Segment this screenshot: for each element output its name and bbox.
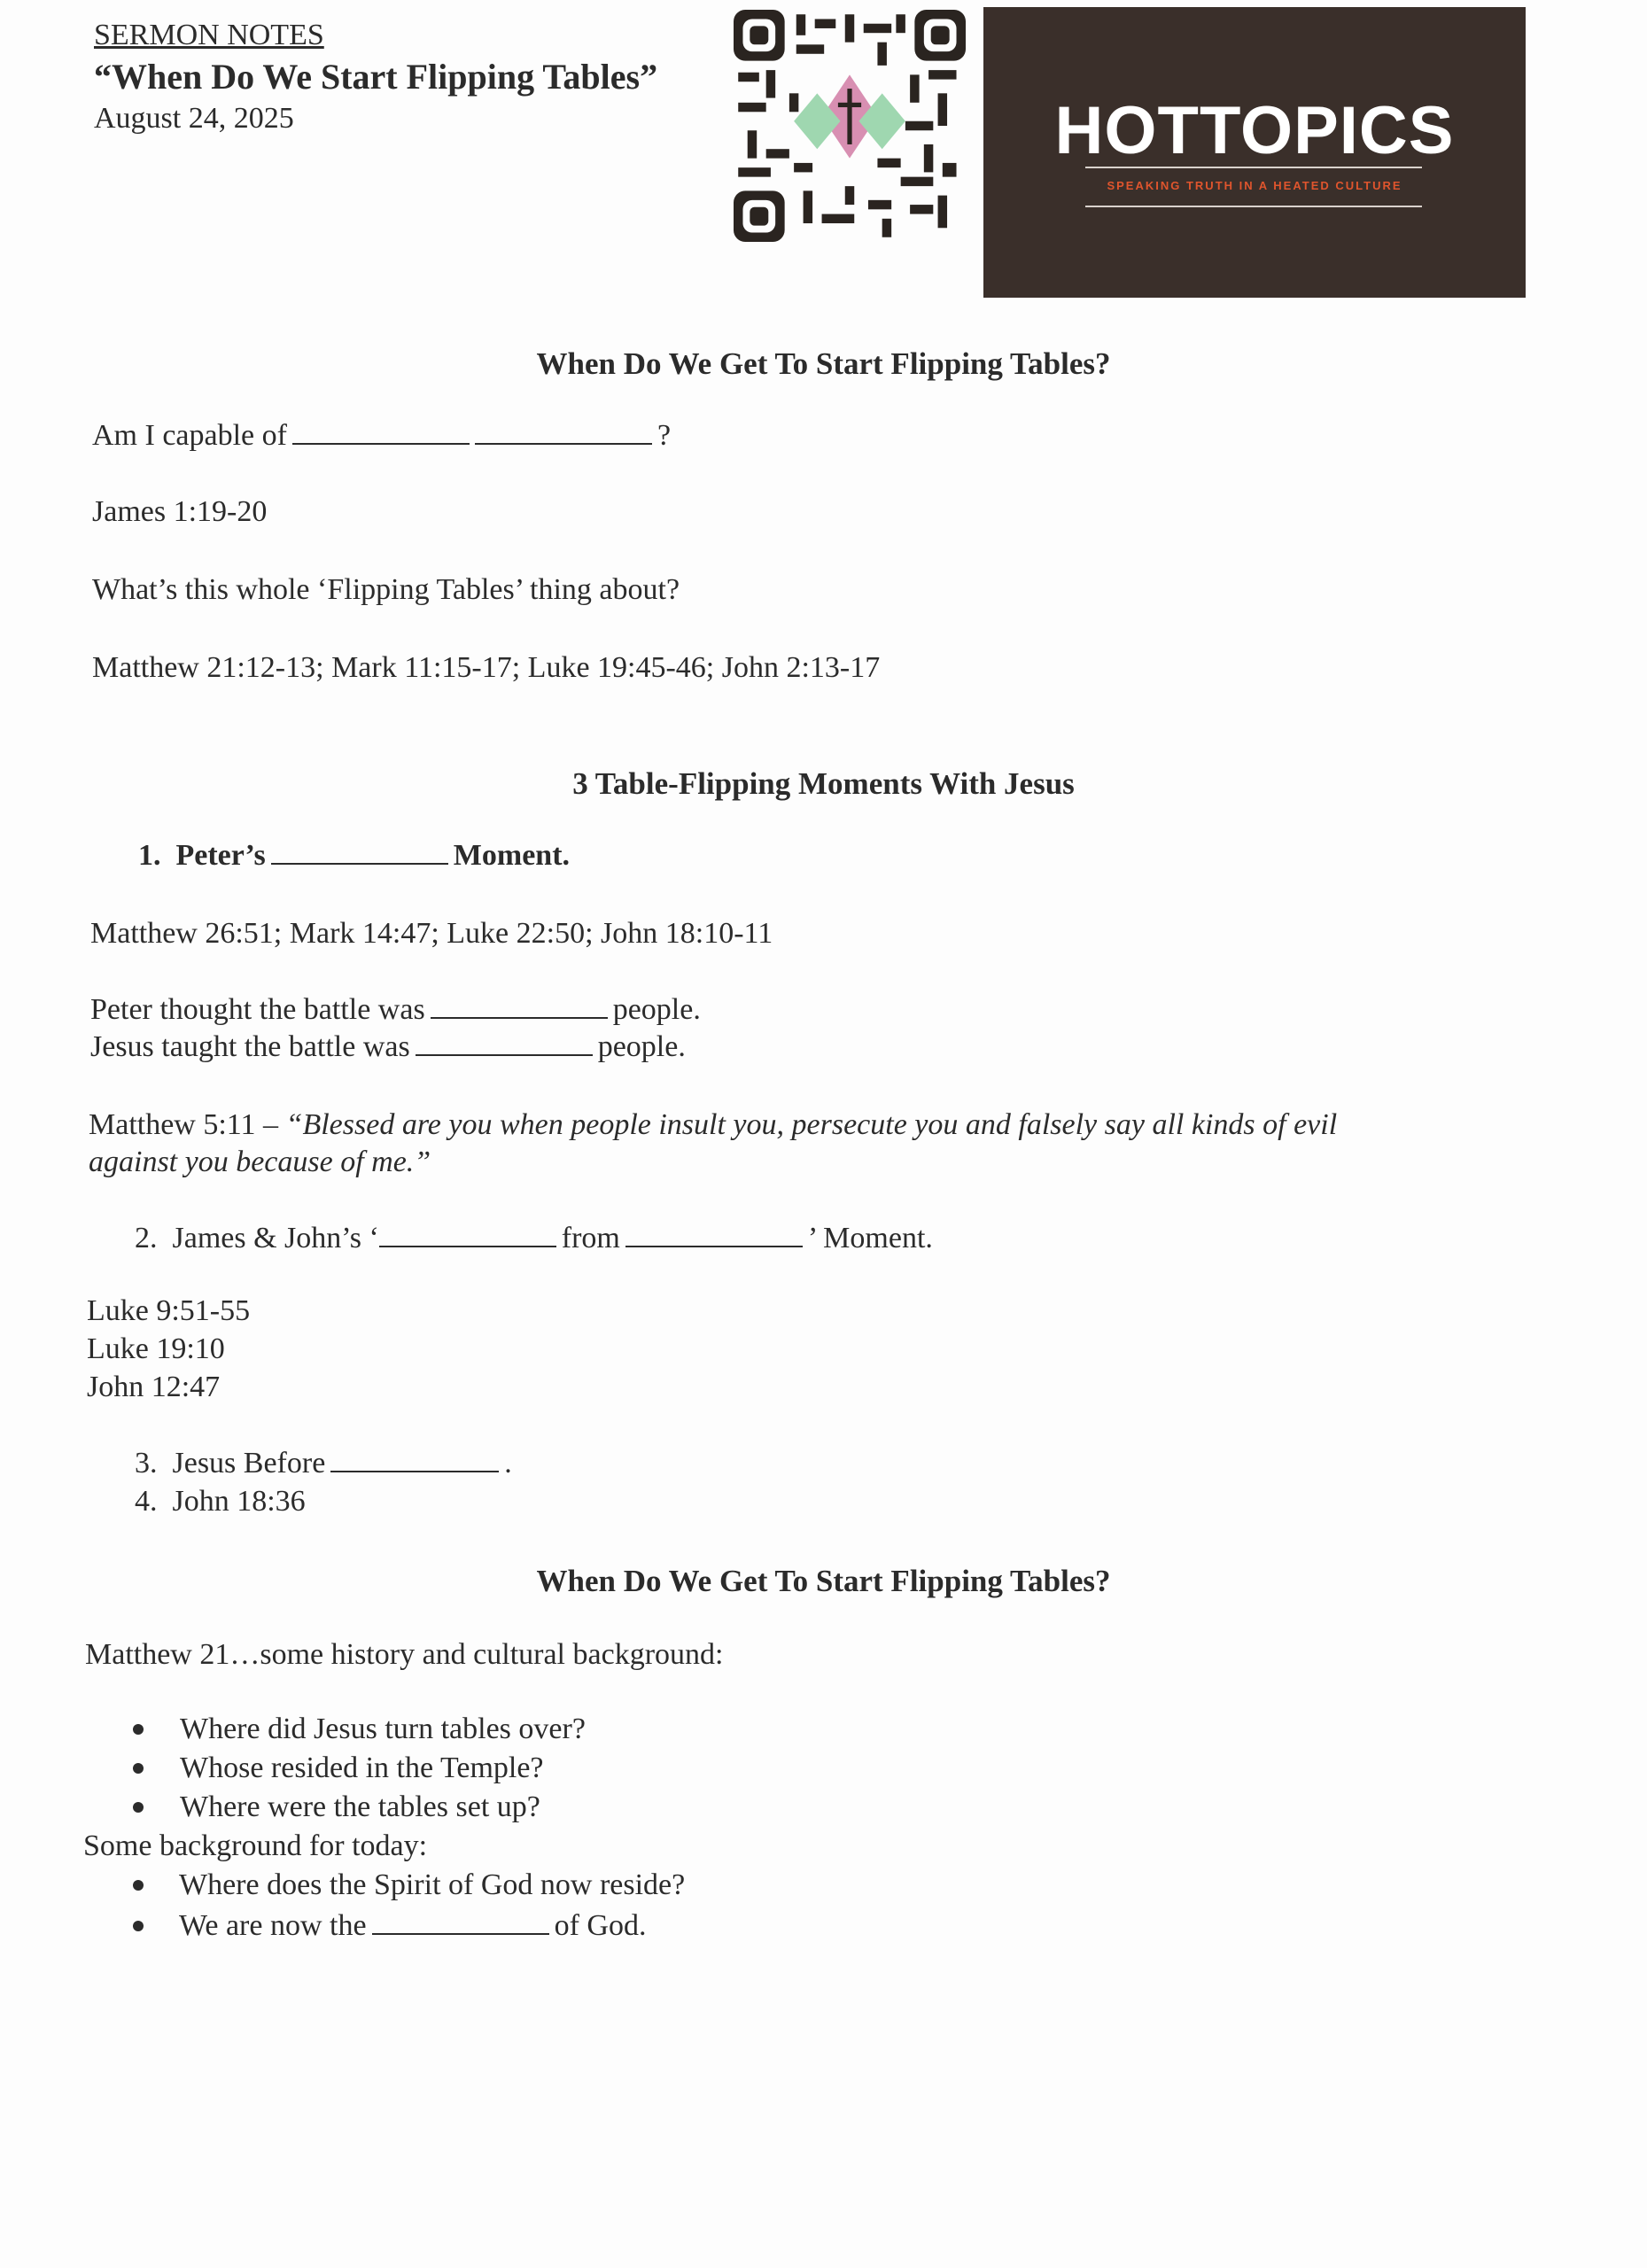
sermon-title: “When Do We Start Flipping Tables”	[94, 57, 658, 97]
scripture-ref: John 12:47	[87, 1371, 221, 1403]
list-item: Where does the Spirit of God now reside?	[179, 1868, 686, 1901]
blank-field	[379, 1221, 556, 1247]
section-heading-3: When Do We Get To Start Flipping Tables?	[536, 1564, 1111, 1598]
banner-tagline: SPEAKING TRUTH IN A HEATED CULTURE	[1107, 179, 1402, 192]
scripture-ref: Luke 19:10	[87, 1332, 225, 1365]
moment-item-1: 1. Peter’s Moment.	[138, 839, 571, 872]
list-item: Whose resided in the Temple?	[180, 1751, 544, 1784]
qr-code	[734, 7, 966, 245]
section-heading-1: When Do We Get To Start Flipping Tables?	[536, 346, 1111, 381]
sermon-notes-label: SERMON NOTES	[94, 19, 324, 51]
list-item: We are now the of God.	[179, 1909, 647, 1942]
list-item: Where did Jesus turn tables over?	[180, 1713, 586, 1745]
matthew-21-intro: Matthew 21…some history and cultural background:	[85, 1638, 724, 1671]
bullet-dot	[133, 1802, 144, 1813]
list-item: Where were the tables set up?	[180, 1790, 540, 1823]
hot-topics-logo: HOTTOPICS	[1054, 93, 1455, 168]
capable-question: Am I capable of ?	[92, 419, 672, 452]
banner-rule-bottom	[1085, 206, 1422, 207]
blank-field	[431, 992, 608, 1019]
moment-item-2: 2. James & John’s ‘ from ’ Moment.	[135, 1222, 933, 1254]
scripture-ref: Luke 9:51-55	[87, 1294, 251, 1327]
section-heading-2: 3 Table-Flipping Moments With Jesus	[572, 766, 1075, 801]
today-background: Some background for today:	[83, 1829, 428, 1862]
sermon-date: August 24, 2025	[94, 102, 294, 135]
blank-field	[625, 1221, 803, 1247]
scripture-ref: James 1:19-20	[92, 495, 268, 528]
matthew-5-11-verse: Matthew 5:11 – “Blessed are you when people insult you, persecute you and falsely say all kinds of evil	[89, 1108, 1338, 1141]
matthew-5-11-verse-cont: against you because of me.”	[89, 1146, 431, 1178]
moment-item-4: 4. John 18:36	[135, 1485, 306, 1518]
scripture-refs: Matthew 26:51; Mark 14:47; Luke 22:50; John 18:10-11	[90, 917, 773, 950]
moment-item-3: 3. Jesus Before .	[135, 1447, 512, 1480]
bullet-dot	[133, 1921, 144, 1931]
peter-battle-line: Peter thought the battle was people.	[90, 993, 701, 1026]
hot-topics-banner	[983, 7, 1526, 298]
scripture-refs: Matthew 21:12-13; Mark 11:15-17; Luke 19:45-46; John 2:13-17	[92, 651, 881, 684]
blank-field	[372, 1908, 549, 1935]
blank-field	[475, 418, 652, 445]
bullet-dot	[133, 1724, 144, 1735]
blank-field	[292, 418, 470, 445]
blank-field	[416, 1029, 593, 1056]
flipping-question: What’s this whole ‘Flipping Tables’ thing about?	[92, 573, 680, 606]
bullet-dot	[133, 1763, 144, 1774]
bullet-dot	[133, 1880, 144, 1891]
blank-field	[330, 1446, 499, 1472]
jesus-battle-line: Jesus taught the battle was people.	[90, 1030, 686, 1063]
blank-field	[271, 838, 448, 865]
